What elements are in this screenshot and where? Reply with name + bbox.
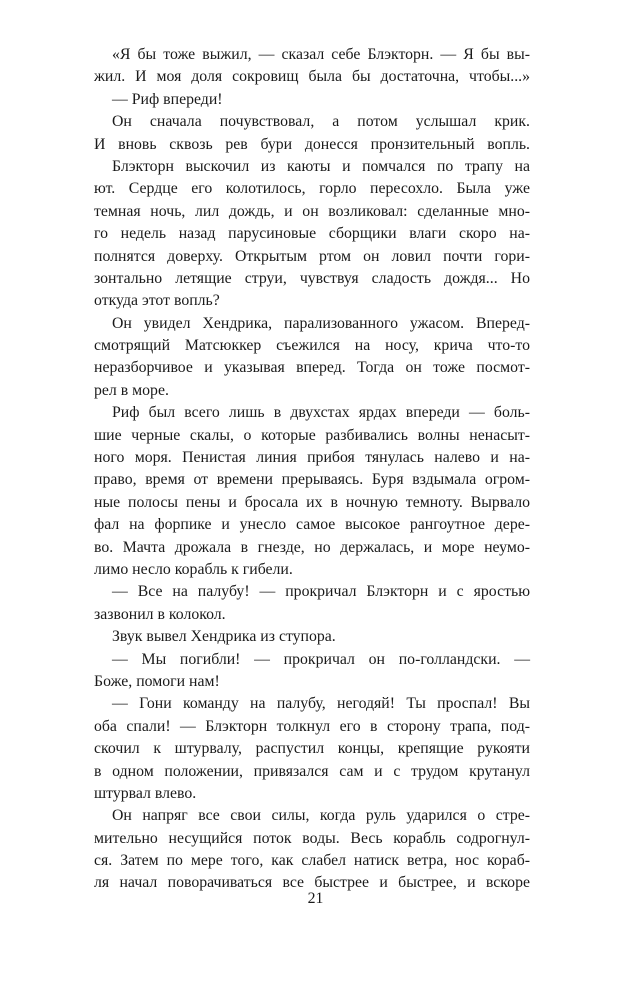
text-line: зонтально летящие струи, чувствуя сладость дождя... Но — [94, 269, 530, 287]
text-line: зазвонил в колокол. — [94, 605, 226, 623]
text-line: право, время от времени прерываясь. Буря вздымала огром- — [94, 471, 530, 489]
text-line: Он напряг все свои силы, когда руль ударился о стре- — [112, 807, 530, 825]
text-line: «Я бы тоже выжил, — сказал себе Блэкторн. — Я бы вы- — [112, 46, 530, 63]
text-line: — Все на палубу! — прокричал Блэкторн и с яростью — [112, 583, 530, 601]
text-line: Он сначала почувствовал, а потом услышал крик. — [112, 113, 530, 131]
text-line: ся. Затем по мере того, как слабел натиск ветра, нос кораб- — [94, 852, 530, 870]
text-line: неразборчивое и указывая вперед. Тогда он тоже посмот- — [94, 359, 530, 377]
text-line: скочил к штурвалу, распустил концы, крепящие рукояти — [94, 740, 530, 758]
text-line: — Гони команду на палубу, негодяй! Ты проспал! Вы — [112, 695, 530, 713]
text-line: фал на форпике и унесло самое высокое рангоутное дере- — [94, 516, 530, 534]
text-line: го недель назад парусиновые сборщики влаги скоро на- — [94, 225, 530, 243]
text-line: штурвал влево. — [94, 784, 197, 802]
text-line: оба спали! — Блэкторн толкнул его в сторону трапа, под- — [94, 717, 530, 735]
text-line: Он увидел Хендрика, парализованного ужасом. Вперед- — [112, 314, 530, 332]
text-line: И вновь сквозь рев бури донесся пронзительный вопль. — [94, 135, 530, 153]
text-line: во. Мачта дрожала в гнезде, но держалась, и море неумо- — [94, 538, 530, 556]
text-line: темная ночь, лил дождь, и он возликовал: сделанные мно- — [94, 202, 530, 220]
page-number: 21 — [307, 890, 324, 907]
text-line: — Мы погибли! — прокричал он по-голландски. — — [112, 650, 530, 668]
text-line: — Риф впереди! — [112, 90, 223, 108]
text-line: откуда этот вопль? — [94, 292, 220, 310]
text-line: ют. Сердце его колотилось, горло пересохло. Была уже — [94, 180, 530, 198]
page-body — [94, 44, 530, 895]
text-line: ные полосы пены и бросала их в ночную темноту. Вырвало — [94, 493, 530, 511]
text-line: шие черные скалы, о которые разбивались волны ненасыт- — [94, 426, 530, 444]
text-line: лимо несло корабль к гибели. — [94, 560, 293, 578]
text-line: Риф был всего лишь в двухстах ярдах впереди — боль- — [112, 404, 530, 422]
text-line: Боже, помоги нам! — [94, 672, 220, 690]
text-line: полнятся доверху. Открытым ртом он ловил почти гори- — [94, 247, 530, 265]
text-line: смотрящий Матсюккер съежился на носу, крича что-то — [94, 337, 530, 355]
text-line: ного моря. Пенистая линия прибоя тянулась налево и на- — [94, 449, 530, 467]
text-line: в одном положении, привязался сам и с трудом крутанул — [94, 762, 530, 780]
text-line: ля начал поворачиваться все быстрее и быстрее, и вскоре — [94, 874, 530, 892]
text-line: мительно несущийся поток воды. Весь корабль содрогнул- — [94, 829, 530, 847]
text-line: Звук вывел Хендрика из ступора. — [112, 628, 336, 646]
text-line: жил. И моя доля сокровищ была бы достаточна, чтобы...» — [94, 68, 530, 86]
text-line: рел в море. — [94, 381, 169, 399]
text-line: Блэкторн выскочил из каюты и помчался по трапу на — [112, 157, 530, 175]
